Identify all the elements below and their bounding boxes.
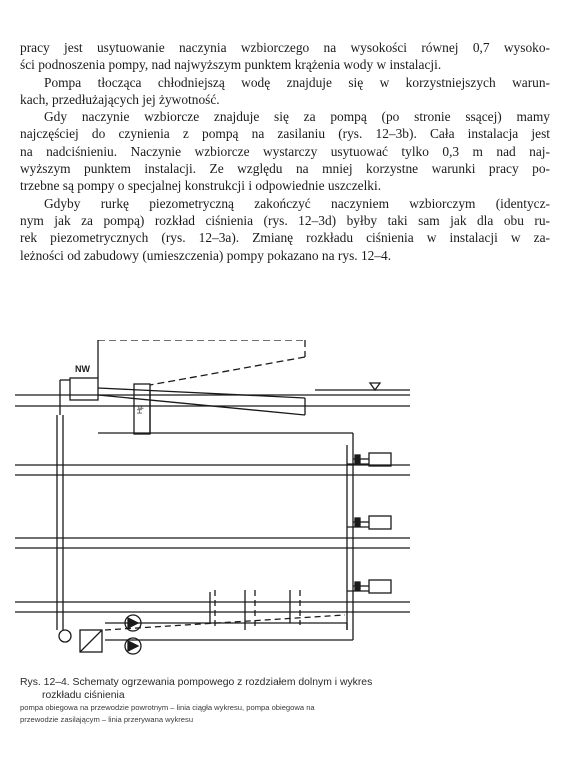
figure-caption bbox=[20, 676, 540, 725]
body-line: kach, przedłużających jej żywotność. bbox=[20, 91, 220, 107]
nw-label: NW bbox=[75, 364, 90, 374]
body-line: pracy jest usytuowanie naczynia wzbiorczego na wysokości równej 0,7 wysoko- bbox=[20, 40, 550, 55]
body-line: trzebne są pompy o specjalnej konstrukcji i odpowiednie uszczelki. bbox=[20, 178, 382, 194]
pressure-diagram-dashed-slope bbox=[150, 357, 305, 385]
body-line: ści podnoszenia pompy, nad najwyższym punktem krążenia wody w instalacji. bbox=[20, 57, 442, 73]
heating-scheme-figure bbox=[15, 340, 555, 660]
caption-sub-line1: pompa obiegowa na przewodzie powrotnym – linia ciągła wykresu, pompa obiegowa na bbox=[20, 703, 315, 712]
body-line: najczęściej do czynienia z pompą na zasilaniu (rys. 12–3b). Cała instalacja jest bbox=[20, 126, 550, 142]
pressure-diagram-solid-top bbox=[98, 388, 305, 398]
body-line: wyższym punktem instalacji. Ze względu na mniej korzystne warunki pracy po- bbox=[20, 161, 550, 177]
radiator-1 bbox=[369, 453, 391, 466]
radiator-3 bbox=[369, 580, 391, 593]
body-line: Gdyby rurkę piezometryczną zakończyć naczyniem wzbiorczym (identycz- bbox=[44, 195, 550, 211]
body-line: rek piezometrycznych (rys. 12–3a). Zmianę rozkładu ciśnienia w instalacji w za- bbox=[20, 230, 550, 246]
caption-title-line1: Rys. 12–4. Schematy ogrzewania pompowego z rozdziałem dolnym i wykres bbox=[20, 677, 373, 688]
heating-scheme-diagram bbox=[15, 340, 555, 660]
caption-title-line2: rozkładu ciśnienia bbox=[42, 690, 125, 701]
body-line: leżności od zabudowy (umieszczenia) pompy pokazano na rys. 12–4. bbox=[20, 247, 392, 263]
body-line: na nadciśnieniu. Naczynie wzbiorcze wystarczy usytuować tylko 0,3 m nad naj- bbox=[20, 143, 550, 159]
body-line: nym jak za pompą) rozkład ciśnienia (rys. 12–3d) byłby taki sam jak dla obu ru- bbox=[20, 212, 550, 228]
body-line: Gdy naczynie wzbiorcze znajduje się za pompą (po stronie ssącej) mamy bbox=[44, 109, 550, 125]
caption-sub-line2: przewodzie zasilającym – linia przerywana wykresu bbox=[20, 714, 194, 724]
pressure-diagram-solid-bottom bbox=[98, 395, 305, 415]
body-line: Pompa tłocząca chłodniejszą wodę znajduje się w korzystniejszych warun- bbox=[44, 74, 550, 90]
hp-label: Hp bbox=[137, 405, 144, 414]
radiator-2 bbox=[369, 516, 391, 529]
body-text bbox=[20, 39, 550, 264]
water-level-marker bbox=[370, 383, 380, 390]
expansion-vessel bbox=[70, 378, 98, 400]
gauge-icon bbox=[59, 630, 71, 642]
